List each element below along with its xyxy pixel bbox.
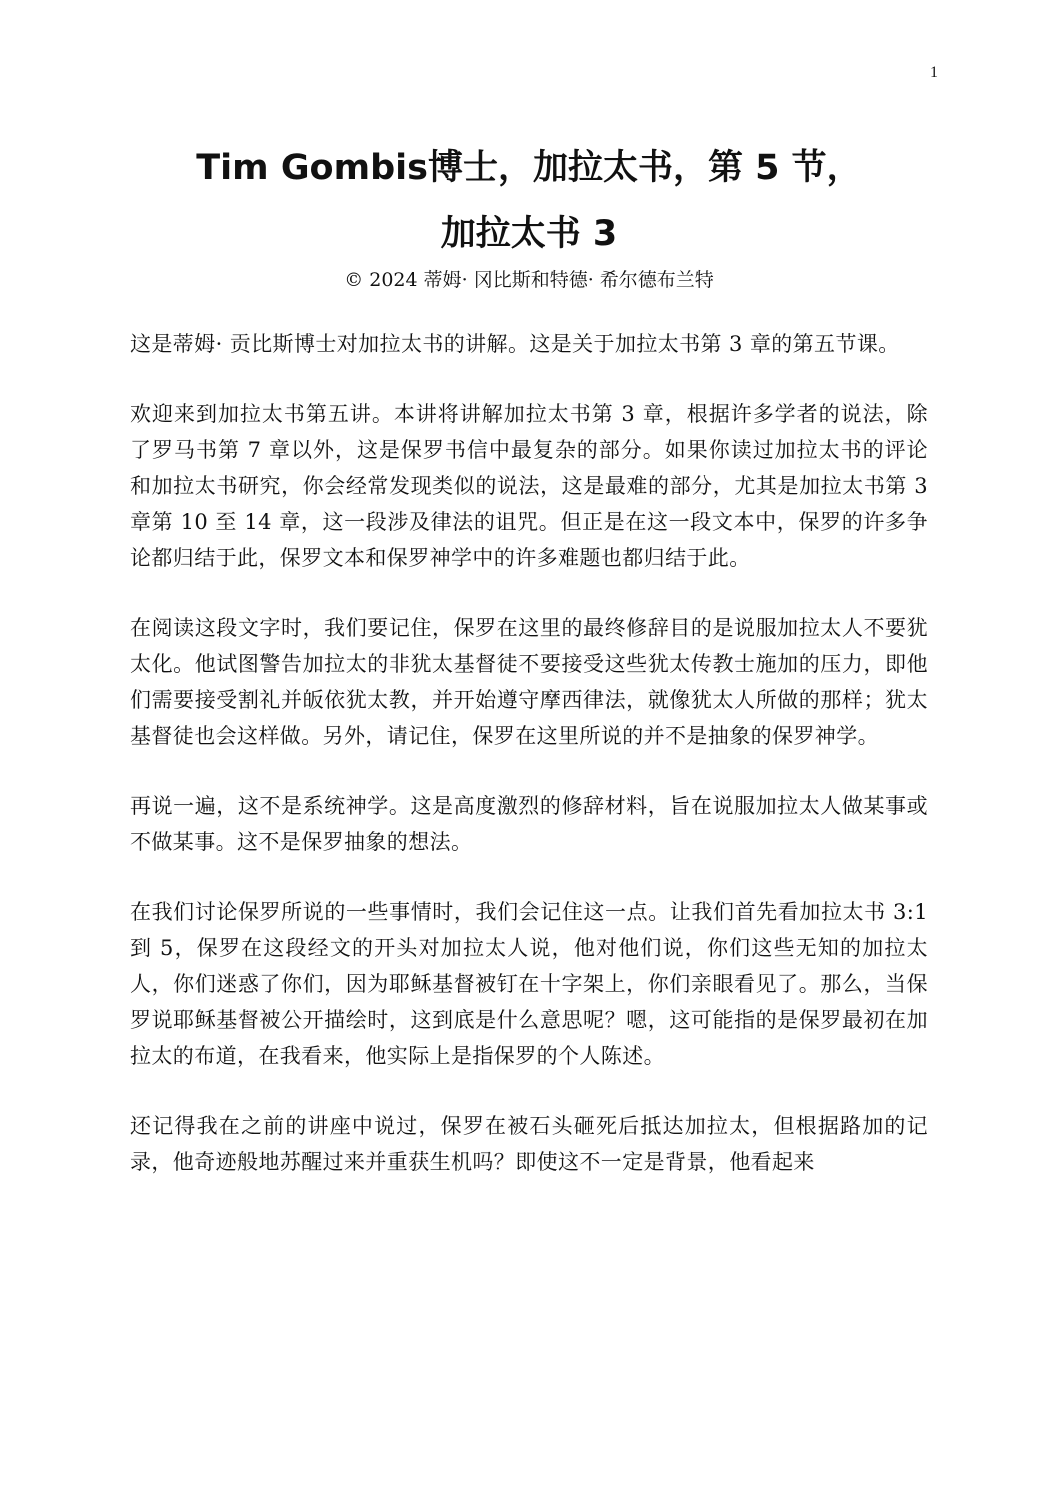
paragraph-welcome: 欢迎来到加拉太书第五讲。本讲将讲解加拉太书第 3 章，根据许多学者的说法，除了罗马书第 7 章以外，这是保罗书信中最复杂的部分。如果你读过加拉太书的评论和加拉太书研究，你会经常发现类似的说法，这是最难的部分，尤其是加拉太书第 3 章第 10 至 14 章，这一段涉及律法的诅咒。但正是在这一段文本中，保罗的许多争论都归结于此，保罗文本和保罗神学中的许多难题也都归结于此。 xyxy=(130,402,928,570)
body-text xyxy=(130,326,928,1214)
title-line-1: Tim Gombis博士，加拉太书，第 5 节， xyxy=(196,148,862,188)
paragraph-galatians-3-1: 在我们讨论保罗所说的一些事情时，我们会记住这一点。让我们首先看加拉太书 3:1 到 5，保罗在这段经文的开头对加拉太人说，他对他们说，你们这些无知的加拉太人，你们迷惑了你们，因为耶稣基督被钉在十字架上，你们亲眼看见了。那么，当保罗说耶稣基督被公开描绘时，这到底是什么意思呢？嗯，这可能指的是保罗最初在加拉太的布道，在我看来，他实际上是指保罗的个人陈述。 xyxy=(130,900,928,1068)
document-title xyxy=(100,135,958,267)
title-line-2: 加拉太书 3 xyxy=(440,214,618,254)
paragraph-not-systematic: 再说一遍，这不是系统神学。这是高度激烈的修辞材料，旨在说服加拉太人做某事或不做某事。这不是保罗抽象的想法。 xyxy=(130,794,928,854)
paragraph-previous-lecture: 还记得我在之前的讲座中说过，保罗在被石头砸死后抵达加拉太，但根据路加的记录，他奇迹般地苏醒过来并重获生机吗？即使这不一定是背景，他看起来 xyxy=(130,1114,928,1174)
paragraph-rhetorical-purpose: 在阅读这段文字时，我们要记住，保罗在这里的最终修辞目的是说服加拉太人不要犹太化。他试图警告加拉太的非犹太基督徒不要接受这些犹太传教士施加的压力，即他们需要接受割礼并皈依犹太教，并开始遵守摩西律法，就像犹太人所做的那样；犹太基督徒也会这样做。另外，请记住，保罗在这里所说的并不是抽象的保罗神学。 xyxy=(130,616,928,748)
page-number: 1 xyxy=(930,64,938,81)
paragraph-intro: 这是蒂姆· 贡比斯博士对加拉太书的讲解。这是关于加拉太书第 3 章的第五节课。 xyxy=(130,332,900,356)
copyright-notice: © 2024 蒂姆· 冈比斯和特德· 希尔德布兰特 xyxy=(344,269,714,291)
